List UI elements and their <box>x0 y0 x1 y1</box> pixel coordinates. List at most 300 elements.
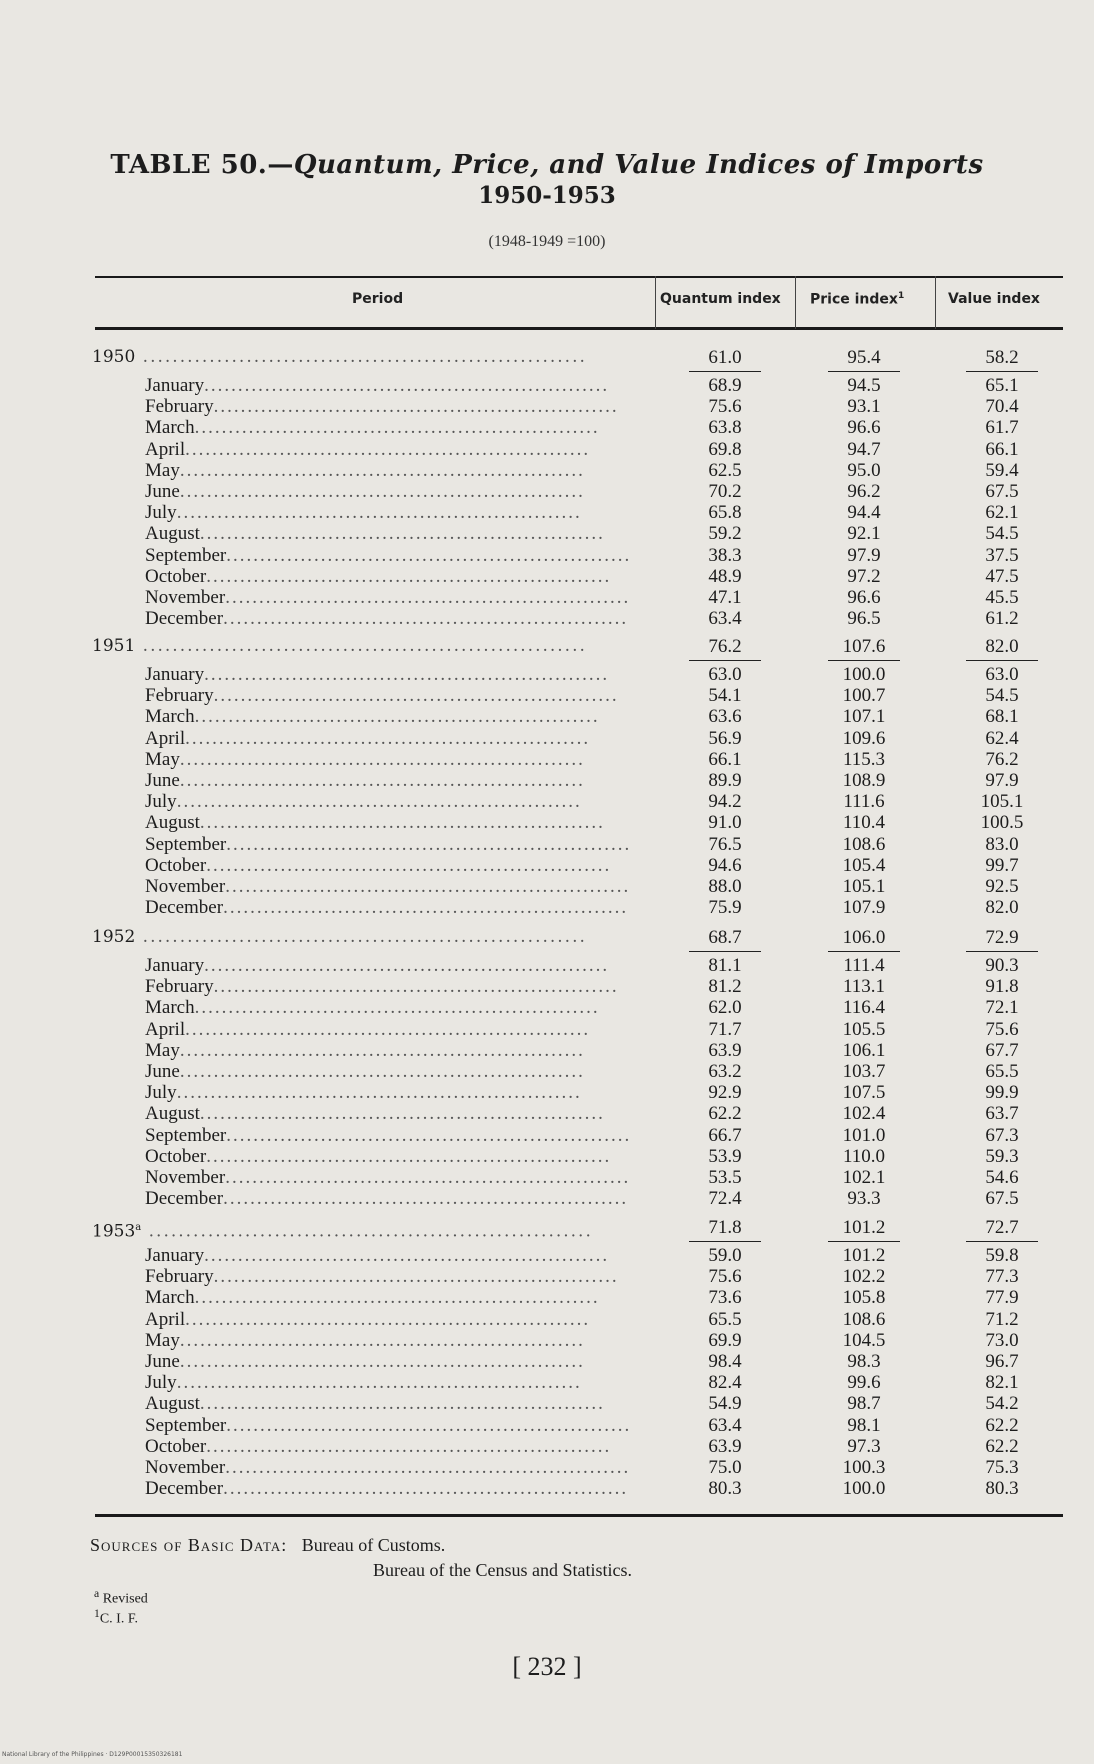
month-value: 94.2 <box>708 791 742 813</box>
month-label <box>145 791 637 812</box>
month-value: 94.7 <box>847 438 881 460</box>
month-value: 97.2 <box>847 565 881 587</box>
month-value: 65.8 <box>708 502 742 524</box>
month-value: 66.1 <box>985 438 1019 460</box>
month-value: 59.3 <box>985 1145 1019 1167</box>
month-label <box>145 439 637 460</box>
leader-dots: ............................................................ <box>185 1018 591 1040</box>
month-value: 98.4 <box>708 1351 742 1372</box>
month-value: 48.9 <box>708 565 742 587</box>
month-name: September <box>145 1414 227 1436</box>
leader-dots: ............................................................ <box>179 748 585 770</box>
month-value: 100.7 <box>842 685 886 707</box>
month-value: 73.6 <box>708 1287 742 1309</box>
month-name: March <box>145 417 195 439</box>
month-label <box>145 375 637 396</box>
leader-dots: ............................................................ <box>179 1351 585 1372</box>
month-value: 47.5 <box>985 565 1019 587</box>
table-title-subject: Quantum, Price, and Value Indices of Imports <box>293 150 984 180</box>
month-name: May <box>145 1329 180 1351</box>
month-value: 111.4 <box>843 955 885 976</box>
leader-dots: ............................................................ <box>194 706 600 728</box>
month-value: 99.9 <box>985 1082 1019 1104</box>
month-name: August <box>145 523 200 545</box>
library-watermark: National Library of the Philippines · D129P00015350326181 <box>2 1751 183 1758</box>
month-value: 54.6 <box>985 1167 1019 1188</box>
annual-underline <box>828 660 900 661</box>
base-period-note: (1948-1949 =100) <box>488 233 606 250</box>
month-value: 108.6 <box>842 833 886 855</box>
month-name: February <box>145 396 214 418</box>
month-value: 63.0 <box>985 664 1019 685</box>
month-value: 105.4 <box>842 854 886 876</box>
year-text: 1950 <box>92 347 136 367</box>
month-value: 61.7 <box>985 417 1019 439</box>
month-label <box>145 728 637 749</box>
month-value: 70.4 <box>985 396 1019 418</box>
month-value: 53.9 <box>708 1145 742 1167</box>
month-label <box>145 502 637 523</box>
month-name: September <box>145 544 227 566</box>
month-value: 81.2 <box>708 976 742 998</box>
month-value: 94.5 <box>847 375 881 396</box>
month-value: 63.2 <box>708 1061 742 1082</box>
leader-dots: ............................................................ <box>199 812 605 834</box>
month-name: April <box>145 1308 186 1330</box>
month-name: March <box>145 706 195 728</box>
month-value: 53.5 <box>708 1167 742 1188</box>
month-value: 110.4 <box>842 812 886 834</box>
month-value: 108.6 <box>842 1308 886 1330</box>
month-value: 63.7 <box>985 1103 1019 1125</box>
footnote-a-mark: a <box>94 1587 100 1600</box>
month-value: 67.7 <box>985 1039 1019 1061</box>
month-label <box>145 955 637 976</box>
month-value: 47.1 <box>708 587 742 608</box>
month-value: 93.3 <box>847 1188 881 1210</box>
annual-underline <box>966 1241 1038 1242</box>
month-value: 82.1 <box>985 1372 1019 1394</box>
month-value: 71.2 <box>985 1308 1019 1330</box>
month-value: 93.1 <box>847 396 881 418</box>
annual-underline <box>966 951 1038 952</box>
month-value: 75.6 <box>708 396 742 418</box>
month-value: 96.7 <box>985 1351 1019 1372</box>
footnote-a-text: Revised <box>102 1591 148 1607</box>
leader-dots: ............................................................ <box>135 636 587 656</box>
month-name: July <box>145 791 177 813</box>
month-name: January <box>145 1245 205 1266</box>
month-value: 62.2 <box>708 1103 742 1125</box>
month-value: 90.3 <box>985 955 1019 976</box>
month-name: February <box>145 976 214 998</box>
month-value: 76.5 <box>708 833 742 855</box>
month-value: 100.5 <box>980 812 1024 834</box>
leader-dots: ............................................................ <box>199 523 605 545</box>
month-label <box>145 706 637 727</box>
year-text: 1951 <box>92 636 136 656</box>
annual-underline <box>966 371 1038 372</box>
month-value: 61.2 <box>985 608 1019 630</box>
month-value: 102.1 <box>842 1167 886 1188</box>
leader-dots: ............................................................ <box>194 1287 600 1309</box>
month-name: December <box>145 608 224 630</box>
page-number: [ 232 ] <box>512 1652 582 1681</box>
month-value: 104.5 <box>842 1329 886 1351</box>
annual-value: 61.0 <box>708 347 742 368</box>
month-value: 77.3 <box>985 1266 1019 1288</box>
month-value: 63.9 <box>708 1039 742 1061</box>
month-value: 63.4 <box>708 608 742 630</box>
annual-underline <box>689 951 761 952</box>
annual-value: 82.0 <box>985 636 1019 657</box>
footnote-1-mark: 1 <box>94 1607 100 1620</box>
source-line-1: Bureau of Customs. <box>301 1535 446 1555</box>
month-name: March <box>145 997 195 1019</box>
leader-dots: ............................................................ <box>185 1308 591 1330</box>
month-name: July <box>145 1372 177 1394</box>
month-value: 72.1 <box>985 997 1019 1019</box>
annual-value: 58.2 <box>985 347 1019 368</box>
month-value: 67.5 <box>985 481 1019 502</box>
month-value: 100.0 <box>842 664 886 685</box>
month-value: 108.9 <box>842 770 886 791</box>
month-value: 69.9 <box>708 1329 742 1351</box>
leader-dots: ............................................................ <box>141 1221 593 1238</box>
month-value: 66.7 <box>708 1124 742 1146</box>
month-value: 72.4 <box>708 1188 742 1210</box>
month-value: 59.2 <box>708 523 742 545</box>
month-value: 96.6 <box>847 587 881 608</box>
month-label <box>145 396 637 417</box>
month-value: 97.9 <box>985 770 1019 791</box>
month-name: December <box>145 1478 224 1500</box>
month-label <box>145 1309 637 1330</box>
month-value: 62.0 <box>708 997 742 1019</box>
month-name: August <box>145 812 200 834</box>
month-value: 54.2 <box>985 1393 1019 1415</box>
month-value: 75.0 <box>708 1457 742 1478</box>
month-value: 107.1 <box>842 706 886 728</box>
month-name: November <box>145 587 226 608</box>
month-label <box>145 587 637 608</box>
month-name: November <box>145 876 226 897</box>
leader-dots: ............................................................ <box>225 1457 631 1478</box>
month-name: November <box>145 1457 226 1478</box>
leader-dots: ............................................................ <box>179 459 585 481</box>
month-value: 103.7 <box>842 1061 886 1082</box>
leader-dots: ............................................................ <box>204 1245 610 1266</box>
month-value: 107.9 <box>842 897 886 919</box>
month-value: 68.9 <box>708 375 742 396</box>
month-value: 69.8 <box>708 438 742 460</box>
month-name: July <box>145 502 177 524</box>
annual-value: 68.7 <box>708 927 742 948</box>
month-value: 37.5 <box>985 544 1019 566</box>
leader-dots: ............................................................ <box>179 1061 585 1082</box>
year-label <box>92 347 637 368</box>
sources <box>90 1535 445 1556</box>
month-value: 67.3 <box>985 1124 1019 1146</box>
leader-dots: ............................................................ <box>204 955 610 976</box>
leader-dots: ............................................................ <box>223 897 629 919</box>
leader-dots: ............................................................ <box>226 833 632 855</box>
month-name: November <box>145 1167 226 1188</box>
leader-dots: ............................................................ <box>206 565 612 587</box>
leader-dots: ............................................................ <box>213 976 619 998</box>
month-name: October <box>145 565 207 587</box>
month-label <box>145 812 637 833</box>
annual-value: 72.7 <box>985 1217 1019 1238</box>
leader-dots: ............................................................ <box>179 770 585 791</box>
leader-dots: ............................................................ <box>206 1145 612 1167</box>
month-value: 45.5 <box>985 587 1019 608</box>
annual-underline <box>689 660 761 661</box>
month-value: 100.3 <box>842 1457 886 1478</box>
month-value: 96.2 <box>847 481 881 502</box>
month-name: May <box>145 748 180 770</box>
leader-dots: ............................................................ <box>213 1266 619 1288</box>
month-name: April <box>145 1018 186 1040</box>
month-value: 62.4 <box>985 727 1019 749</box>
annual-value: 107.6 <box>842 636 886 657</box>
month-label <box>145 1330 637 1351</box>
month-label <box>145 523 637 544</box>
month-value: 76.2 <box>985 748 1019 770</box>
annual-value: 76.2 <box>708 636 742 657</box>
month-value: 97.9 <box>847 544 881 566</box>
month-value: 109.6 <box>842 727 886 749</box>
table-bottom-rule <box>95 1514 1063 1517</box>
month-value: 65.5 <box>708 1308 742 1330</box>
month-value: 75.3 <box>985 1457 1019 1478</box>
header-price-index-label: Price index <box>810 291 898 308</box>
month-value: 116.4 <box>842 997 886 1019</box>
month-label <box>145 770 637 791</box>
year-label <box>92 636 637 657</box>
leader-dots: ............................................................ <box>226 544 632 566</box>
footnote-cif <box>94 1607 138 1628</box>
month-value: 67.5 <box>985 1188 1019 1210</box>
annual-underline <box>828 1241 900 1242</box>
month-value: 95.0 <box>847 459 881 481</box>
month-name: April <box>145 727 186 749</box>
leader-dots: ............................................................ <box>204 664 610 685</box>
leader-dots: ............................................................ <box>176 791 582 813</box>
annual-value: 72.9 <box>985 927 1019 948</box>
month-value: 65.1 <box>985 375 1019 396</box>
leader-dots: ............................................................ <box>179 1329 585 1351</box>
header-price-footnote-mark: 1 <box>897 291 905 301</box>
leader-dots: ............................................................ <box>176 1082 582 1104</box>
month-label <box>145 685 637 706</box>
month-value: 107.5 <box>842 1082 886 1104</box>
annual-value: 106.0 <box>842 927 886 948</box>
month-name: December <box>145 897 224 919</box>
month-value: 59.8 <box>985 1245 1019 1266</box>
leader-dots: ............................................................ <box>226 1124 632 1146</box>
month-name: December <box>145 1188 224 1210</box>
month-label <box>145 664 637 685</box>
month-label <box>145 1393 637 1414</box>
header-value-index: Value index <box>948 291 1040 307</box>
month-label <box>145 976 637 997</box>
month-value: 105.1 <box>980 791 1024 813</box>
month-name: January <box>145 955 205 976</box>
year-text: 1952 <box>92 927 136 947</box>
month-name: March <box>145 1287 195 1309</box>
month-value: 94.4 <box>847 502 881 524</box>
month-value: 97.3 <box>847 1435 881 1457</box>
month-label <box>145 1167 637 1188</box>
month-name: June <box>145 770 180 791</box>
month-value: 99.7 <box>985 854 1019 876</box>
month-value: 63.0 <box>708 664 742 685</box>
month-label <box>145 1125 637 1146</box>
month-name: June <box>145 481 180 502</box>
month-label <box>145 1245 637 1266</box>
source-line-2: Bureau of the Census and Statistics. <box>373 1560 632 1580</box>
month-value: 66.1 <box>708 748 742 770</box>
month-label <box>145 997 637 1018</box>
month-label <box>145 1266 637 1287</box>
month-label <box>145 1287 637 1308</box>
month-value: 88.0 <box>708 876 742 897</box>
month-value: 101.2 <box>842 1245 886 1266</box>
leader-dots: ............................................................ <box>176 1372 582 1394</box>
month-value: 89.9 <box>708 770 742 791</box>
month-label <box>145 1457 637 1478</box>
month-label <box>145 545 637 566</box>
month-value: 96.6 <box>847 417 881 439</box>
month-label <box>145 1478 637 1499</box>
month-value: 111.6 <box>843 791 885 813</box>
leader-dots: ............................................................ <box>179 1039 585 1061</box>
month-name: October <box>145 1435 207 1457</box>
month-value: 70.2 <box>708 481 742 502</box>
month-value: 106.1 <box>842 1039 886 1061</box>
month-label <box>145 749 637 770</box>
leader-dots: ............................................................ <box>199 1393 605 1415</box>
annual-underline <box>689 1241 761 1242</box>
month-name: January <box>145 375 205 396</box>
leader-dots: ............................................................ <box>194 997 600 1019</box>
footnote-revised <box>94 1587 148 1608</box>
month-value: 98.7 <box>847 1393 881 1415</box>
year-text: 1953 <box>92 1221 136 1238</box>
month-value: 105.1 <box>842 876 886 897</box>
month-name: July <box>145 1082 177 1104</box>
month-label <box>145 876 637 897</box>
month-value: 62.1 <box>985 502 1019 524</box>
month-label <box>145 1188 637 1209</box>
month-value: 99.6 <box>847 1372 881 1394</box>
month-value: 80.3 <box>708 1478 742 1500</box>
month-label <box>145 1415 637 1436</box>
leader-dots: ............................................................ <box>213 396 619 418</box>
month-name: February <box>145 685 214 707</box>
header-quantum-index: Quantum index <box>660 291 781 307</box>
month-value: 92.9 <box>708 1082 742 1104</box>
year-label <box>92 927 637 948</box>
leader-dots: ............................................................ <box>135 347 587 367</box>
month-value: 113.1 <box>842 976 886 998</box>
month-value: 54.9 <box>708 1393 742 1415</box>
month-label <box>145 417 637 438</box>
month-name: September <box>145 833 227 855</box>
leader-dots: ............................................................ <box>206 854 612 876</box>
month-value: 59.4 <box>985 459 1019 481</box>
leader-dots: ............................................................ <box>204 375 610 396</box>
month-label <box>145 1146 637 1167</box>
month-value: 73.0 <box>985 1329 1019 1351</box>
month-value: 63.6 <box>708 706 742 728</box>
month-label <box>145 834 637 855</box>
month-value: 54.1 <box>708 685 742 707</box>
annual-underline <box>828 951 900 952</box>
month-value: 62.5 <box>708 459 742 481</box>
leader-dots: ............................................................ <box>135 927 587 947</box>
month-name: August <box>145 1103 200 1125</box>
leader-dots: ............................................................ <box>213 685 619 707</box>
month-value: 110.0 <box>842 1145 886 1167</box>
leader-dots: ............................................................ <box>185 727 591 749</box>
month-value: 96.5 <box>847 608 881 630</box>
month-value: 63.8 <box>708 417 742 439</box>
month-value: 38.3 <box>708 544 742 566</box>
month-value: 101.0 <box>842 1124 886 1146</box>
month-value: 83.0 <box>985 833 1019 855</box>
month-value: 65.5 <box>985 1061 1019 1082</box>
month-value: 75.9 <box>708 897 742 919</box>
month-name: October <box>145 1145 207 1167</box>
month-value: 82.4 <box>708 1372 742 1394</box>
month-value: 75.6 <box>708 1266 742 1288</box>
month-value: 80.3 <box>985 1478 1019 1500</box>
month-value: 105.5 <box>842 1018 886 1040</box>
revised-mark: a <box>135 1222 142 1233</box>
month-value: 75.6 <box>985 1018 1019 1040</box>
month-value: 102.4 <box>842 1103 886 1125</box>
month-value: 77.9 <box>985 1287 1019 1309</box>
month-value: 115.3 <box>842 748 886 770</box>
month-value: 92.1 <box>847 523 881 545</box>
leader-dots: ............................................................ <box>223 1478 629 1500</box>
month-name: February <box>145 1266 214 1288</box>
annual-underline <box>966 660 1038 661</box>
annual-underline <box>689 371 761 372</box>
month-label <box>145 608 637 629</box>
month-value: 98.3 <box>847 1351 881 1372</box>
month-value: 63.9 <box>708 1435 742 1457</box>
month-name: April <box>145 438 186 460</box>
month-name: October <box>145 854 207 876</box>
month-value: 54.5 <box>985 685 1019 707</box>
month-label <box>145 1082 637 1103</box>
month-name: May <box>145 459 180 481</box>
month-value: 91.0 <box>708 812 742 834</box>
leader-dots: ............................................................ <box>194 417 600 439</box>
month-value: 94.6 <box>708 854 742 876</box>
annual-underline <box>828 371 900 372</box>
month-name: January <box>145 664 205 685</box>
month-value: 82.0 <box>985 897 1019 919</box>
leader-dots: ............................................................ <box>206 1435 612 1457</box>
month-label <box>145 1351 637 1372</box>
month-label <box>145 1019 637 1040</box>
month-value: 102.2 <box>842 1266 886 1288</box>
month-value: 59.0 <box>708 1245 742 1266</box>
